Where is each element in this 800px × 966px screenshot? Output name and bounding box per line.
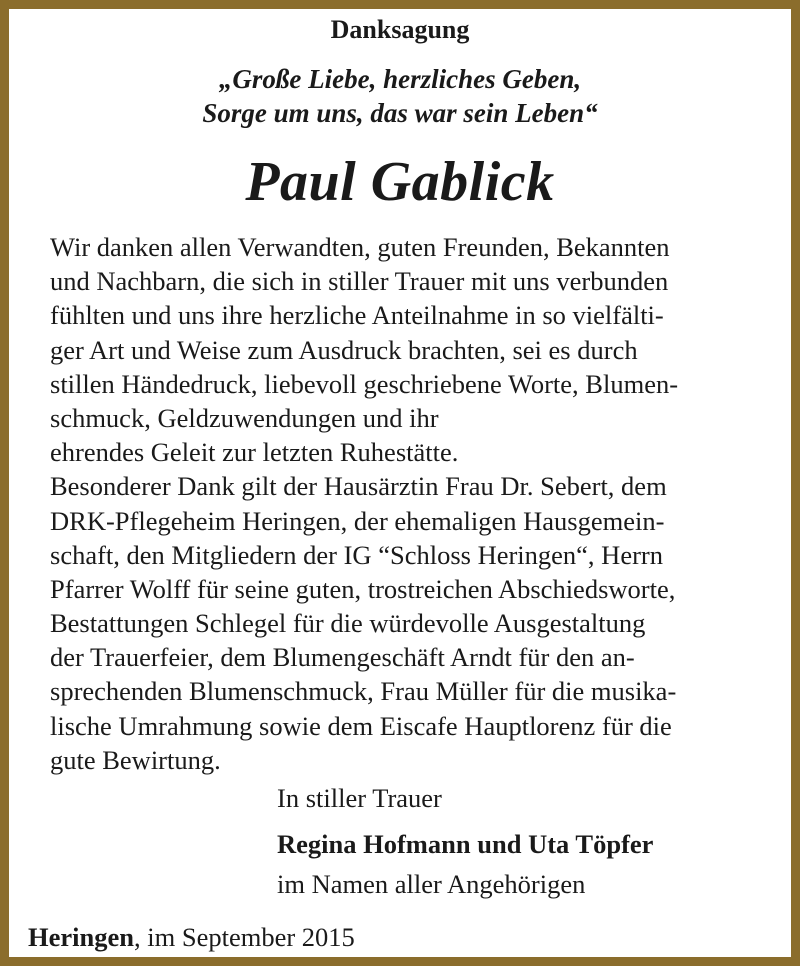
quote-line-2: Sorge um uns, das war sein Leben“ bbox=[202, 98, 598, 128]
place-name: Heringen bbox=[28, 922, 134, 952]
body-line: fühlten und uns ihre herzliche Anteilnahme in so vielfälti- bbox=[50, 300, 664, 331]
signature-intro: In stiller Trauer bbox=[277, 783, 442, 813]
body-line: ehrendes Geleit zur letzten Ruhestätte. bbox=[50, 437, 459, 468]
notice-heading: Danksagung bbox=[330, 15, 470, 44]
body-line: Pfarrer Wolff für seine guten, trostreichen Abschiedsworte, bbox=[50, 573, 676, 604]
signature-names: Regina Hofmann und Uta Töpfer bbox=[277, 829, 654, 859]
body-line: und Nachbarn, die sich in stiller Trauer mit uns verbunden bbox=[50, 266, 669, 297]
body-line: schaft, den Mitgliedern der IG “Schloss Heringen“, Herrn bbox=[50, 539, 663, 570]
signature-closing: im Namen aller Angehörigen bbox=[277, 869, 586, 899]
body-line: Wir danken allen Verwandten, guten Freunden, Bekannten bbox=[50, 232, 670, 262]
body-line: der Trauerfeier, dem Blumengeschäft Arndt für den an- bbox=[50, 642, 635, 673]
body-line: gute Bewirtung. bbox=[50, 744, 221, 775]
body-line: sprechenden Blumenschmuck, Frau Müller für die musika- bbox=[50, 676, 677, 707]
place-date bbox=[28, 920, 355, 954]
body-line: Bestattungen Schlegel für die würdevolle Ausgestaltung bbox=[50, 608, 646, 639]
body-line: lische Umrahmung sowie dem Eiscafe Hauptlorenz für die bbox=[50, 710, 672, 741]
thanks-body bbox=[50, 230, 790, 777]
notice-page bbox=[9, 9, 791, 957]
body-line: stillen Händedruck, liebevoll geschriebene Worte, Blumen- bbox=[50, 368, 679, 399]
body-line: schmuck, Geldzuwendungen und ihr bbox=[50, 402, 439, 433]
body-line: DRK-Pflegeheim Heringen, der ehemaligen Hausgemein- bbox=[50, 505, 665, 536]
body-line: Besonderer Dank gilt der Hausärztin Frau Dr. Sebert, dem bbox=[50, 471, 667, 502]
date-text: , im September 2015 bbox=[134, 922, 355, 952]
body-line: ger Art und Weise zum Ausdruck brachten, sei es durch bbox=[50, 334, 638, 365]
deceased-name: Paul Gablick bbox=[245, 151, 555, 213]
quote-line-1: „Große Liebe, herzliches Geben, bbox=[218, 64, 582, 94]
